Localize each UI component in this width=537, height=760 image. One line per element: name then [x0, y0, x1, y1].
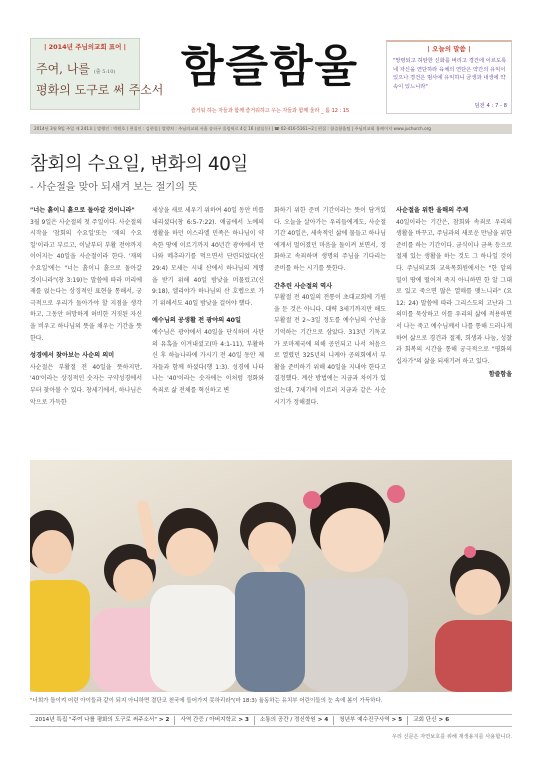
- contents-item: 교회 단신 > 6: [413, 717, 450, 723]
- paragraph: 부활절 전 40일의 전통이 초대교회에 기원을 둔 것은 아니다. 대략 3세기까지만 해도 부활절 전 2~3일 정도를 예수님의 수난을 기억하는 기간으로 삼았다. 313년 기독교가 로마제국에 의해 공인되고 나서 처음으로 열렸던 325년의 니케아 공의회에서 부활을 준비하기 위해 40일을 지내야 한다고 결정했다. 계산 방법에는 지금과 차이가 있었는데, 7세기에 이르러 지금과 같은 사순 시기가 정해졌다.: [274, 294, 386, 406]
- paragraph: 예수님은 광야에서 40일을 단식하며 사탄의 유혹을 이겨내셨고(마 4:1-11), 부활하신 후 하늘나라에 가시기 전 40일 동안 제자들과 함께 하셨다(행 1:3). 성경에 나타나는 '40'이라는 숫자에는 이처럼 정화와 속죄로 삶 전체를 혁신하고 변: [152, 328, 264, 394]
- verse-text: "망령되고 허탄한 신화를 버리고 경건에 이르도록 네 자신을 연단하라 육체의 연단은 약간의 유익이 있으나 경건은 범사에 유익하니 금생과 내생에 약속이 있느니라": [393, 58, 507, 90]
- contents-item: 소통의 공간 / 정신학원 > 4: [255, 716, 334, 725]
- newspaper-title: 함즐함울: [180, 41, 359, 92]
- newspaper-subtitle: 즐거워 하는 자들과 함께 즐거워하고 우는 자들과 함께 울라 _ 롬 12 : 15: [190, 108, 350, 114]
- lead-heading: "너는 흙이니 흙으로 돌아갈 것이니라": [30, 207, 135, 214]
- paragraph: 화하기 위한 준비 기간이라는 뜻이 담겨있다. 오늘을 살아가는 우리들에게도, 사순절 기간 40일은, 세속적인 삶에 물들고 하나님에게서 멀어졌던 마음을 돌이켜 보면서, 정화하고 속죄하며 생명의 주님을 기다리는 준비를 하는 시기를 뜻한다.: [274, 207, 386, 272]
- article-column-2: [152, 205, 264, 397]
- section-heading: 사순절을 위한 올해의 주제: [396, 207, 469, 214]
- contents-item: 청년부 예수진구사역 > 5: [334, 716, 408, 725]
- recycled-paper-note: 우리 신문은 자연보호를 위해 재생용지를 사용합니다.: [391, 734, 512, 740]
- contents-item: 2014년 특집 "주여 나를 평화의 도구로 써주소서" > 2: [30, 716, 175, 725]
- theme-line2: 평화의 도구로 써 주소서: [36, 83, 164, 97]
- article-signature: 함즐함울: [488, 371, 512, 379]
- paragraph: 사순절은 부활절 전 40일을 뜻하지만, '40'이라는 상징적인 숫자는 구약성경에서부터 찾아볼 수 있다. 창세기에서, 하나님은 악으로 가득한: [30, 363, 142, 406]
- article-column-3: [274, 205, 386, 408]
- theme-ref: (출 5:10): [93, 69, 116, 75]
- theme-label: | 2014년 주님의교회 표어 |: [43, 43, 127, 51]
- paragraph: 세상을 새로 세우기 위하여 40일 동안 비를 내리셨다(창 6:5-7:22). 애굽에서 노예의 생활을 하던 이스라엘 민족은 하나님이 약속한 땅에 이르기까지 40년간 광야에서 만나와 메추라기를 먹으면서 단련되었다(신 29:4) 모세는 시내 산에서 하나님의 계명을 받기 위해 40일 밤낮을 머물렀고(신 9:18), 엘리야가 하나님의 산 호렙으로 가기 위해서도 40일 밤낮을 걸어야 했다.: [152, 207, 264, 307]
- section-heading: 성경에서 찾아보는 사순의 의미: [30, 352, 115, 360]
- publication-info-bar: 2014년 3월 9일 주일 제 241호 | 발행인 : 박원호 | 편집인 : 김현철 | 발행처 : 주님의교회 서울 송파구 올림픽로 4길 16 (잠실동) | ☎ 02-416-5161~2 | 편집 : 함즐함울팀 | 주님의교회 홈페이지 www.juchurch.org: [30, 124, 512, 134]
- photo-caption: "너희가 돌이켜 어린 아이들과 같이 되지 아니하면 결단코 천국에 들어가지 못하리라"(마 18:3) 율동하는 유치부 어린이들의 눈 속에 봄이 가득하다.: [30, 698, 383, 704]
- theme-calligraphy: [36, 60, 163, 99]
- verse-label: | 오늘의 말씀 |: [427, 45, 471, 53]
- section-heading: 간추린 사순절의 역사: [274, 282, 333, 290]
- verse-ref: 딤전 4 : 7 - 8: [474, 103, 507, 109]
- paragraph: 3월 9일은 사순절의 첫 주일이다. 사순절의 시작을 '참회의 수요일'또는 '재의 수요일'이라고 부르고, 이날부터 부활 전야까지 이어지는 40일을 사순절이라 한다. '재의 수요일'에는 "너는 흙이니 흙으로 돌아갈 것이니라"(창 3:19)는 말씀에 따라 머리에 재를 얹는다는 상징적인 표현을 통해서, 궁극적으로 우리가 돌아가야 할 지점을 생각하고, 그동안 허망하게 허비한 거짓된 자신을 비우고 하나님의 뜻을 채우는 기간을 뜻한다.: [30, 218, 142, 342]
- article-column-1: [30, 205, 142, 408]
- contents-item: 사역 간증 / 아버지학교 > 3: [175, 716, 254, 725]
- theme-line1: 주여, 나를: [36, 62, 90, 76]
- article-headline: 참회의 수요일, 변화의 40일: [30, 154, 248, 175]
- paragraph: 40일이라는 기간은, 참회와 속죄로 우리의 생활을 바꾸고, 주님과의 새로운 만남을 위한 준비를 하는 기간이다. 금식이나 금욕 등으로 절제 있는 생활을 하는 것도 그 하나일 것이다. 주님의교회 교육목회원에서는 "한 알의 밀이 땅에 떨어져 죽지 아니하면 한 알 그대로 있고 죽으면 많은 열매를 맺느니라" (요12: 24) 말씀에 따라 그리스도의 고난과 그 의미를 묵상하고 이를 우리의 삶에 적용하면서 나는 죽고 예수님께서 나를 통해 드러나게 하여 삶으로 경건과 절제, 희생과 나눔, 성찰과 회복의 시간을 통해 궁극적으로 "평화의 십자가"의 삶을 되새기려 하고 있다.: [396, 218, 512, 365]
- masthead: [0, 0, 537, 122]
- article-subhead: - 사순절을 맞아 되새겨 보는 절기의 뜻: [30, 182, 198, 193]
- children-photo: [30, 460, 512, 692]
- section-heading: 예수님의 공생활 전 광야의 40일: [152, 317, 241, 325]
- children-photo-illustration: [30, 460, 512, 692]
- article-column-4: [396, 205, 512, 381]
- contents-bar: [30, 714, 512, 727]
